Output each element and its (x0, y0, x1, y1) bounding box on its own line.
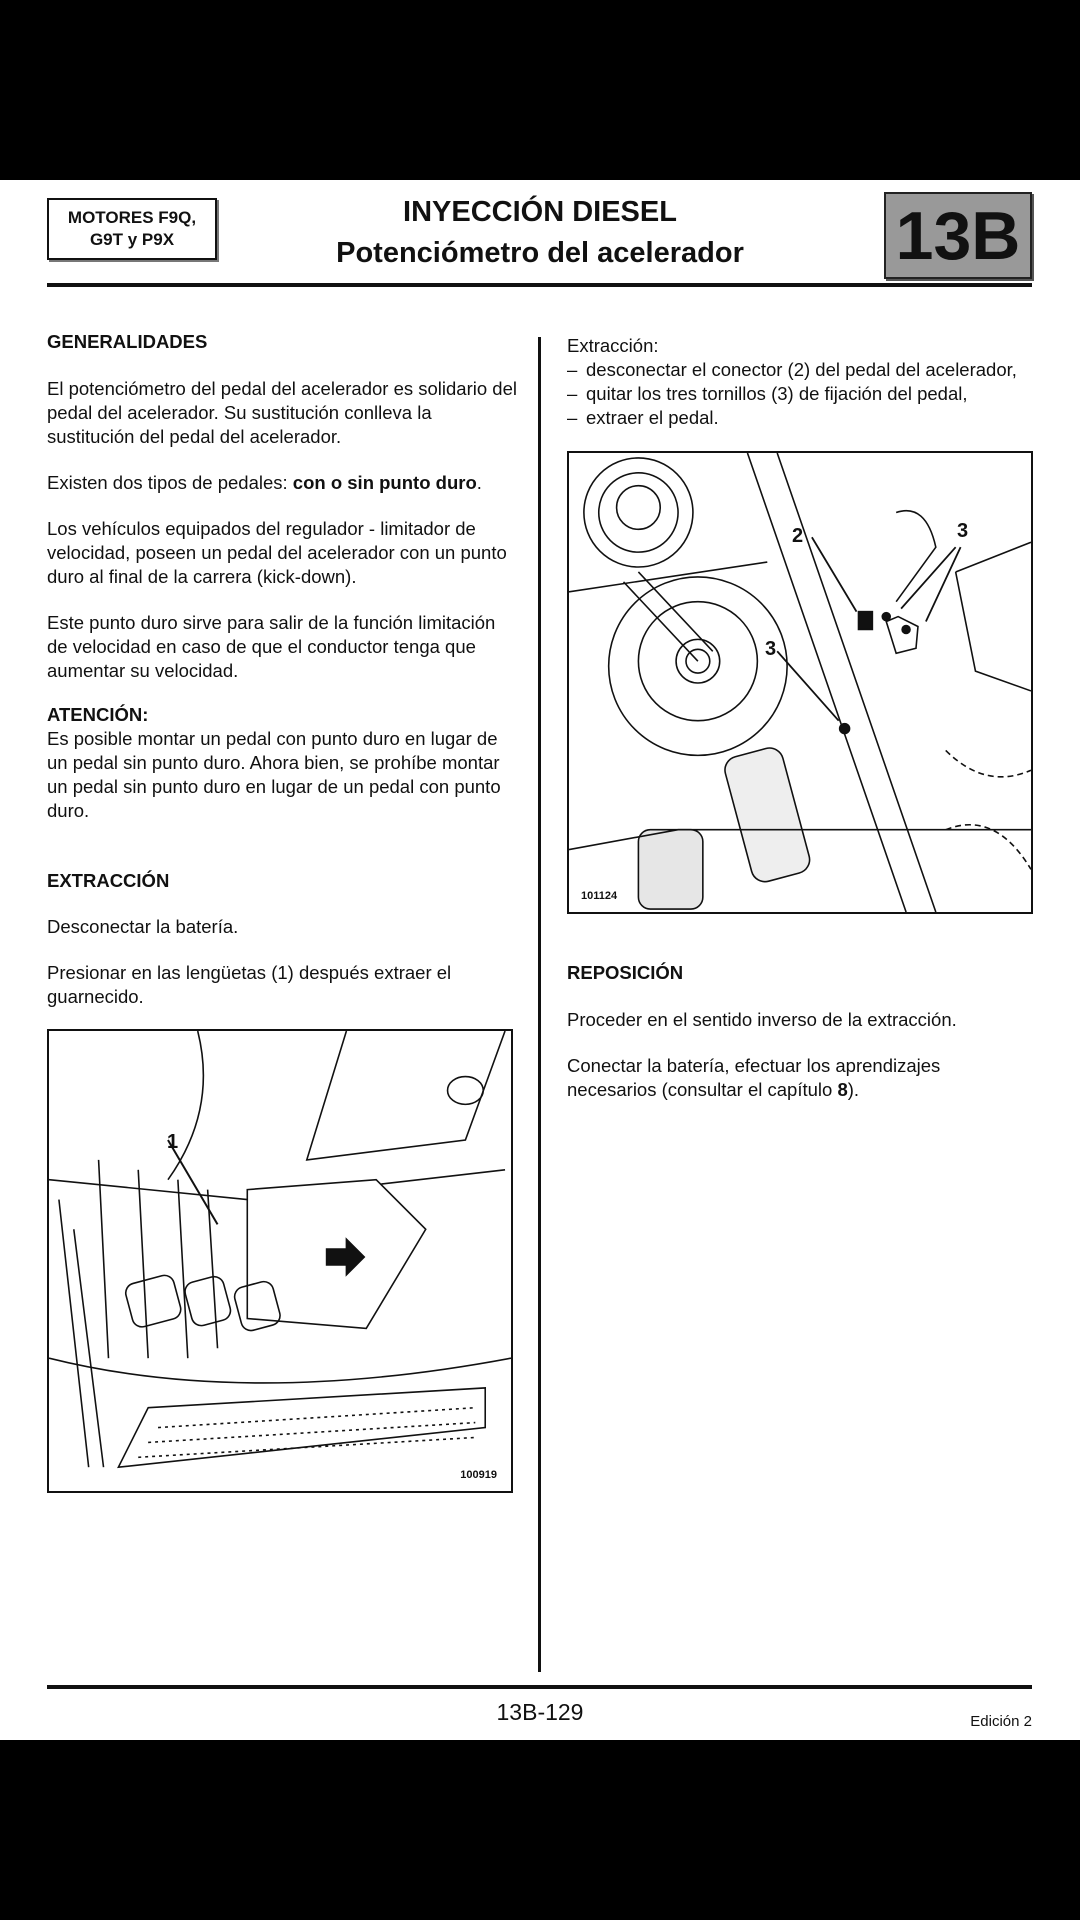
atencion-heading: ATENCIÓN: (47, 704, 149, 725)
extraccion-label: Extracción: (567, 335, 659, 356)
figure-pedal-removal (567, 451, 1033, 914)
paragraph: Proceder en el sentido inverso de la extracción. (567, 1009, 957, 1030)
step: Desconectar la batería. (47, 916, 239, 937)
extraccion-heading: EXTRACCIÓN (47, 870, 170, 891)
page-title: INYECCIÓN DIESEL (403, 196, 677, 228)
column-divider (538, 337, 541, 1672)
edition: Edición 2 (970, 1713, 1032, 1730)
footer-rule (47, 1685, 1032, 1689)
paragraph: Este punto duro sirve para salir de la función limitación de velocidad en caso de que el conductor tenga que aumentar su velocidad. (47, 612, 496, 681)
generalidades-heading: GENERALIDADES (47, 331, 208, 352)
reposicion-heading: REPOSICIÓN (567, 962, 684, 983)
engines-box (47, 198, 217, 260)
step: – extraer el pedal. (567, 406, 1047, 430)
callout-3: 3 (957, 520, 969, 542)
callout-2: 2 (792, 525, 804, 547)
paragraph: Conectar la batería, efectuar los aprendizajes necesarios (consultar el capítulo 8). (567, 1055, 941, 1100)
step: – desconectar el conector (2) del pedal del acelerador, (567, 358, 1047, 382)
figure-ref: 100919 (460, 1469, 497, 1481)
engines-line-2: G9T y P9X (89, 230, 175, 249)
page-subtitle: Potenciómetro del acelerador (336, 237, 744, 269)
paragraph: Existen dos tipos de pedales: con o sin punto duro. (47, 472, 482, 493)
step: – quitar los tres tornillos (3) de fijación del pedal, (567, 382, 1047, 406)
paragraph: El potenciómetro del pedal del acelerador es solidario del pedal del acelerador. Su sustitución conlleva la sustitución del pedal del acelerador. (47, 378, 517, 447)
pedal-trim-illustration (49, 1031, 511, 1491)
page-number: 13B-129 (496, 1699, 584, 1725)
figure-ref: 101124 (581, 890, 618, 902)
manual-page (0, 180, 1080, 1740)
callout-3: 3 (765, 638, 777, 660)
step: Presionar en las lengüetas (1) después extraer el guarnecido. (47, 962, 452, 1007)
figure-pedal-trim (47, 1029, 513, 1493)
header-rule (47, 283, 1032, 287)
atencion-text: Es posible montar un pedal con punto duro en lugar de un pedal sin punto duro. Ahora bien, se prohíbe montar un pedal sin punto duro en lugar de un pedal con punto duro. (47, 728, 501, 821)
extraction-steps (567, 358, 1047, 430)
right-column-top (567, 334, 1047, 430)
section-badge: 13B (884, 192, 1032, 279)
paragraph: Los vehículos equipados del regulador - limitador de velocidad, poseen un pedal del acelerador con un punto duro al final de la carrera (kick-down). (47, 518, 507, 587)
right-column-bottom (567, 961, 1047, 1102)
engines-line-1: MOTORES F9Q, (67, 208, 197, 227)
callout-1: 1 (167, 1131, 179, 1153)
left-column (47, 330, 517, 1009)
